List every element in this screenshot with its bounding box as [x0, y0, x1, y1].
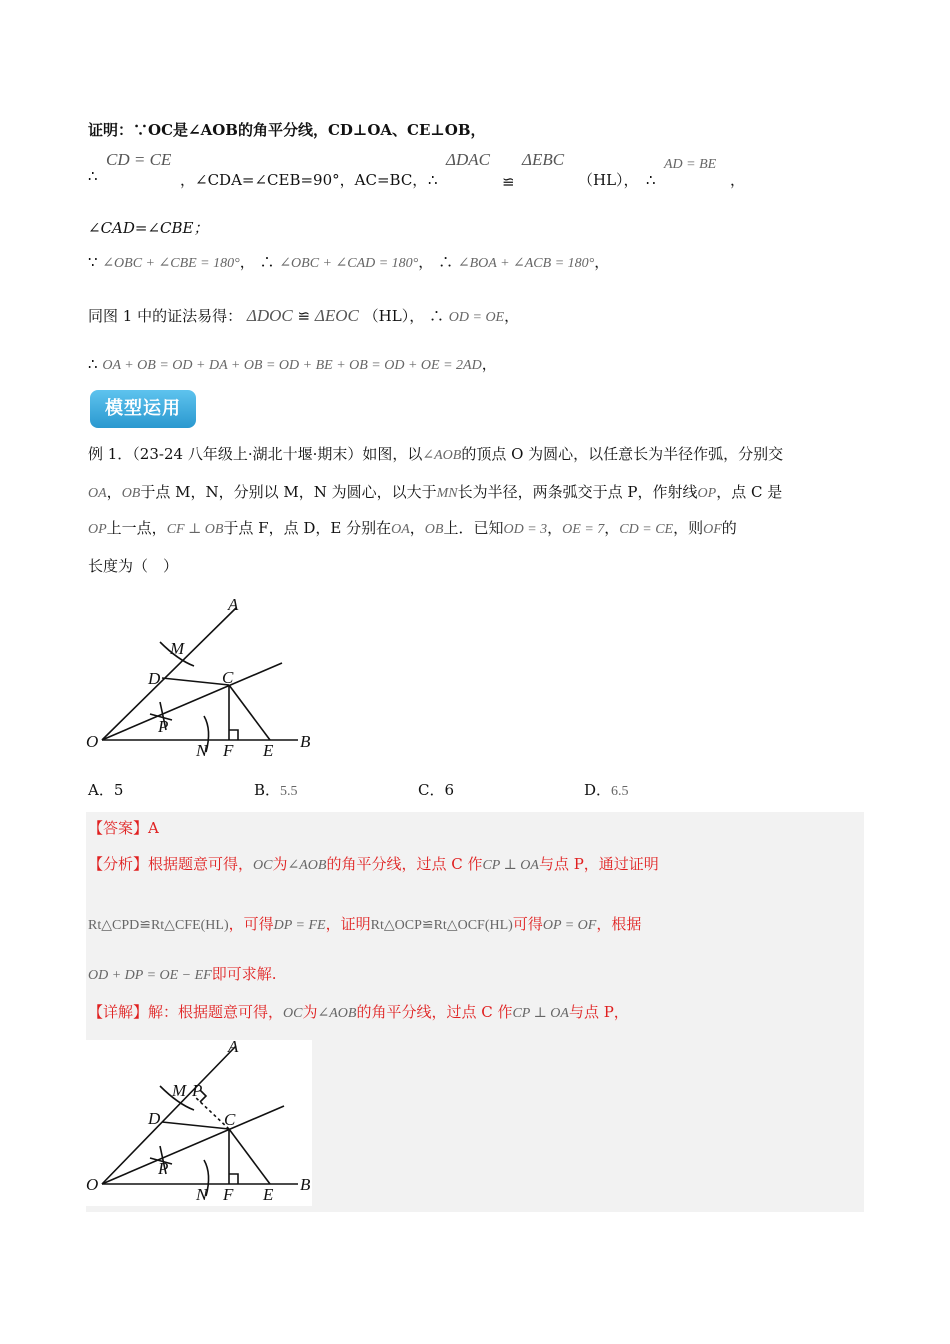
therefore-symbol-4: ∴: [259, 253, 275, 271]
proof-line-2-mid: ，∠CDA=∠CEB=90°，AC=BC，: [180, 171, 428, 189]
cp-perp-oa: CP ⊥ OA: [512, 1006, 569, 1021]
eq-final: OD + DP = OE − EF: [88, 968, 212, 983]
analysis-line-2: [88, 914, 641, 936]
sep: ，: [418, 253, 434, 271]
end: ，: [594, 253, 610, 271]
detail-text: 的角平分线，过点 C 作: [356, 1003, 513, 1021]
proof-label: 证明：: [88, 121, 134, 139]
eq-boa-acb: ∠BOA + ∠ACB = 180°: [457, 256, 595, 271]
proof-line-4: [88, 252, 609, 274]
ray-op: OP: [88, 522, 107, 537]
label-f: F: [223, 1185, 234, 1204]
section-tag: 模型运用: [90, 390, 196, 428]
label-f: F: [223, 741, 234, 760]
option-b[interactable]: [254, 780, 298, 802]
analysis-text: ，根据: [596, 915, 642, 933]
hl-label-2: （HL），: [363, 307, 425, 325]
therefore-symbol-2: ∴: [428, 171, 438, 189]
example-line-4: 长度为（ ）: [88, 557, 179, 575]
example-line-2: [88, 482, 782, 504]
label-n: N: [196, 741, 208, 760]
option-letter: A．: [88, 781, 114, 799]
example-text: 例 1．（23-24 八年级上·湖北十堰·期末）如图，以: [88, 445, 423, 463]
answer-label: 【答案】: [88, 819, 149, 837]
option-letter: B．: [254, 781, 281, 799]
option-letter: C．: [418, 781, 445, 799]
label-m: M: [170, 639, 185, 658]
analysis-label: 【分析】: [88, 855, 149, 873]
eq-chain: OA + OB = OD + DA + OB = OD + BE + OB = OD + OE = 2AD: [102, 358, 482, 373]
ray-op: [102, 1106, 284, 1184]
triangle-dac: ΔDAC: [446, 150, 490, 169]
detail-text: 为: [302, 1003, 318, 1021]
label-m: M: [172, 1081, 187, 1100]
seg-oc: OC: [283, 1006, 303, 1021]
example-line-3: OP上一点，CF ⊥ OB于点 F，点 D，E 分别在OA，OB上．已知OD = 3，OE = 7，CD = CE，则OF的: [88, 519, 737, 537]
angle-aob: ∠AOB: [422, 448, 462, 463]
analysis-text: 的角平分线，过点 C 作: [326, 855, 483, 873]
example-line-1: [88, 444, 783, 466]
analysis-text: 即可求解.: [211, 965, 277, 983]
option-c[interactable]: [418, 780, 454, 800]
detail-text: 与点 P，: [568, 1003, 629, 1021]
option-value: 5: [113, 781, 124, 799]
therefore-symbol-7: ∴: [88, 355, 98, 373]
ray-op: OP: [697, 486, 717, 501]
therefore-symbol-6: ∴: [428, 307, 444, 325]
example-text: 上．已知: [443, 519, 504, 537]
example-text: 长为半径，两条弧交于点 P，作射线: [457, 483, 698, 501]
label-o: O: [86, 732, 99, 751]
label-e: E: [263, 741, 274, 760]
answer-line: [88, 818, 159, 838]
label-b: B: [300, 1175, 311, 1194]
option-value: 6: [444, 781, 455, 799]
therefore-symbol-5: ∴: [438, 253, 454, 271]
analysis-text: 为: [272, 855, 288, 873]
ray-oa: [102, 608, 236, 740]
eq-obc-cad: ∠OBC + ∠CAD = 180°: [279, 256, 419, 271]
proof-line-1: [88, 120, 486, 140]
triangle-ebc: ΔEBC: [522, 150, 565, 169]
cp-perp-oa: CP ⊥ OA: [482, 858, 539, 873]
example-text: ，: [409, 519, 425, 537]
angle-aob: ∠AOB: [287, 858, 327, 873]
cf-perp-ob: CF ⊥ OB: [166, 522, 224, 537]
analysis-text: ，证明: [325, 915, 371, 933]
eq-ad-be: AD = BE: [664, 157, 717, 172]
seg-ce: [229, 685, 270, 740]
congruent-symbol-2: ≌: [297, 307, 311, 325]
proof-line-2: [88, 166, 98, 186]
option-value: 6.5: [611, 784, 629, 799]
detail-label: 【详解】: [88, 1003, 149, 1021]
analysis-text: 与点 P，通过证明: [538, 855, 659, 873]
seg-oc: OC: [253, 858, 273, 873]
label-a: A: [228, 595, 239, 614]
label-b: B: [300, 732, 311, 751]
eq-cd-ce: CD = CE: [106, 150, 172, 169]
seg-oa: OA: [88, 486, 107, 501]
eq-op-of: OP = OF: [542, 918, 597, 933]
label-d: D: [148, 1109, 161, 1128]
comma: ，: [730, 171, 746, 189]
figure-2: [86, 1034, 326, 1210]
detail-text: 解：根据题意可得，: [148, 1003, 284, 1021]
seg-ce: [229, 1129, 270, 1184]
angle-aob: ∠AOB: [317, 1006, 357, 1021]
label-p: P: [158, 1159, 169, 1178]
answer-value: A: [148, 819, 159, 837]
example-text: ，则: [673, 519, 704, 537]
label-e: E: [263, 1185, 274, 1204]
sep: ，: [239, 253, 255, 271]
eq-obc-cbe: ∠OBC + ∠CBE = 180°: [102, 256, 240, 271]
given-cd-ce: CD = CE: [619, 522, 674, 537]
example-text: ，: [106, 483, 122, 501]
therefore-symbol: ∴: [88, 167, 98, 185]
example-text: 于点 F，点 D，E 分别在: [223, 519, 392, 537]
right-angle-mark: [229, 730, 238, 740]
ray-op: [102, 663, 282, 740]
proof-line-5: [88, 306, 519, 328]
analysis-line-1: [88, 854, 659, 876]
eq-od-oe: OD = OE: [448, 310, 505, 325]
figure-1: [86, 590, 326, 770]
proof-line-3: ∠CAD=∠CBE；: [88, 219, 209, 237]
label-n: N: [196, 1185, 208, 1204]
example-text: 于点 M，N，分别以 M，N 为圆心，以大于: [140, 483, 437, 501]
label-p-foot: P: [192, 1081, 203, 1100]
label-o: O: [86, 1175, 99, 1194]
analysis-text: ，可得: [228, 915, 274, 933]
example-text: 上一点，: [106, 519, 167, 537]
label-a: A: [228, 1037, 239, 1056]
example-text: 的: [721, 519, 737, 537]
right-angle-mark: [229, 1174, 238, 1184]
seg-ob: OB: [424, 522, 444, 537]
proof-line-6: [88, 354, 497, 376]
analysis-line-3: [88, 964, 277, 986]
triangle-doc: ΔDOC: [246, 306, 293, 325]
congruence-2: Rt△OCP≌Rt△OCF(HL): [370, 918, 513, 933]
proof-line-1-text: ∵OC是∠AOB的角平分线，CD⊥OA、CE⊥OB，: [133, 121, 486, 139]
label-c: C: [222, 668, 234, 687]
seg-dc: [162, 678, 229, 685]
given-od: OD = 3: [503, 522, 548, 537]
example-text: 的顶点 O 为圆心，以任意长为半径作弧，分别交: [461, 445, 784, 463]
comma: ，: [481, 355, 497, 373]
detail-line-1: [88, 1002, 629, 1024]
option-value: 5.5: [280, 784, 298, 799]
hl-label: （HL），: [578, 171, 639, 189]
line-5-prefix: 同图 1 中的证法易得：: [88, 307, 243, 325]
label-c: C: [224, 1110, 236, 1129]
example-text: ，点 C 是: [716, 483, 783, 501]
therefore-symbol-3: ∴: [646, 171, 656, 189]
because-symbol: ∵: [88, 253, 98, 271]
seg-of: OF: [703, 522, 722, 537]
analysis-text: 根据题意可得，: [148, 855, 254, 873]
seg-ob: OB: [121, 486, 141, 501]
label-d: D: [148, 669, 161, 688]
label-p: P: [158, 717, 169, 736]
analysis-text: 可得: [512, 915, 543, 933]
congruence-1: Rt△CPD≌Rt△CFE(HL): [88, 918, 229, 933]
eq-dp-fe: DP = FE: [273, 918, 326, 933]
seg-oa: OA: [391, 522, 410, 537]
triangle-eoc: ΔEOC: [314, 306, 359, 325]
seg-mn: MN: [436, 486, 458, 501]
given-oe: OE = 7: [562, 522, 605, 537]
seg-dc: [162, 1122, 229, 1129]
congruent-symbol: ≌: [502, 173, 515, 191]
option-letter: D．: [584, 781, 612, 799]
option-a[interactable]: [88, 780, 123, 800]
comma: ，: [504, 307, 520, 325]
option-d[interactable]: [584, 780, 629, 802]
